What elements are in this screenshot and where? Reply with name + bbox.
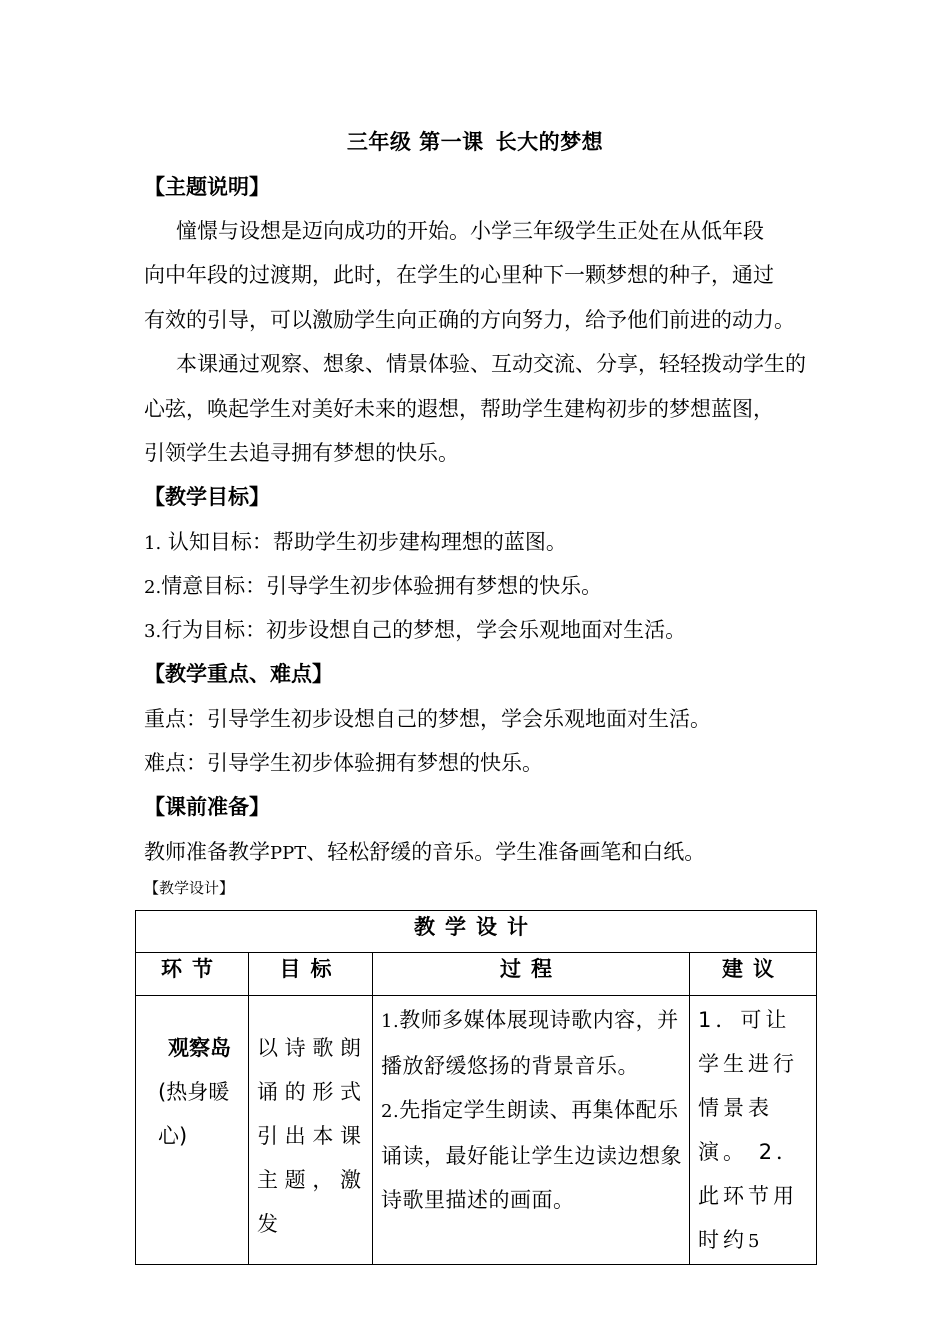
process-step: 教师多媒体展现诗歌内容，并播放舒缓悠扬的背景音乐。 — [381, 1008, 679, 1078]
column-header: 环节 — [136, 953, 249, 996]
goal-number: 1. — [144, 533, 162, 554]
section-heading-goals: 【教学目标】 — [144, 485, 270, 509]
section-heading-theme: 【主题说明】 — [144, 175, 270, 199]
page-title — [0, 126, 950, 156]
column-header: 目标 — [249, 953, 373, 996]
difficult-point-item: 难点：引导学生初步体验拥有梦想的快乐。 — [144, 751, 543, 775]
advice-item: 1．可让学生进行情景表演。 — [698, 1008, 798, 1164]
goal-text: 认知目标：帮助学生初步建构理想的蓝图。 — [161, 530, 567, 554]
teaching-design-table — [135, 910, 817, 1265]
goal-item — [144, 526, 567, 556]
table-header-row — [136, 953, 817, 996]
column-header: 过程 — [373, 953, 690, 996]
process-number: 2. — [381, 1101, 400, 1122]
theme-line: 心弦，唤起学生对美好未来的遐想，帮助学生建构初步的梦想蓝图， — [144, 397, 774, 421]
goal-cell: 以诗歌朗诵的形式引出本课主题，激发 — [249, 996, 373, 1265]
section-heading-prep: 【课前准备】 — [144, 795, 270, 819]
title-part-1: 三年级 第一课 — [346, 130, 484, 154]
advice-cell — [690, 996, 817, 1265]
prep-text-part: 教师准备教学 — [144, 840, 270, 864]
section-heading-key-points: 【教学重点、难点】 — [144, 662, 333, 686]
goal-item — [144, 570, 602, 600]
table-title-row — [136, 911, 817, 953]
theme-line: 憧憬与设想是迈向成功的开始。小学三年级学生正处在从低年段 — [176, 219, 764, 243]
theme-line: 本课通过观察、想象、情景体验、互动交流、分享，轻轻拨动学生的 — [176, 352, 806, 376]
key-point-item: 重点：引导学生初步设想自己的梦想，学会乐观地面对生活。 — [144, 707, 711, 731]
advice-item: 2．此环节用时约 — [698, 1140, 802, 1252]
process-number: 1. — [381, 1011, 400, 1032]
goal-item — [144, 614, 686, 644]
table-row — [136, 996, 817, 1265]
process-step: 先指定学生朗读、再集体配乐诵读，最好能让学生边读边想象诗歌里描述的画面。 — [381, 1098, 682, 1212]
column-header: 建议 — [690, 953, 817, 996]
stage-cell — [136, 996, 249, 1265]
theme-line: 有效的引导，可以激励学生向正确的方向努力，给予他们前进的动力。 — [144, 308, 795, 332]
advice-number: 5 — [748, 1231, 764, 1252]
goal-text: 行为目标：初步设想自己的梦想，学会乐观地面对生活。 — [161, 618, 687, 642]
design-small-heading: 【教学设计】 — [144, 879, 235, 897]
table-title: 教学设计 — [136, 911, 817, 953]
prep-text-part: 、轻松舒缓的音乐。学生准备画笔和白纸。 — [306, 840, 706, 864]
title-part-2: 长大的梦想 — [495, 130, 604, 154]
prep-ppt: PPT — [270, 843, 307, 864]
theme-line: 向中年段的过渡期，此时，在学生的心里种下一颗梦想的种子，通过 — [144, 263, 774, 287]
goal-text: 情意目标：引导学生初步体验拥有梦想的快乐。 — [161, 574, 603, 598]
process-cell — [373, 996, 690, 1265]
stage-name: 观察岛 — [168, 1036, 231, 1060]
goal-number: 3. — [144, 621, 162, 642]
prep-text — [144, 836, 705, 866]
theme-line: 引领学生去追寻拥有梦想的快乐。 — [144, 441, 459, 465]
goal-number: 2. — [144, 577, 162, 598]
stage-subtitle: (热身暖心) — [158, 1080, 230, 1148]
